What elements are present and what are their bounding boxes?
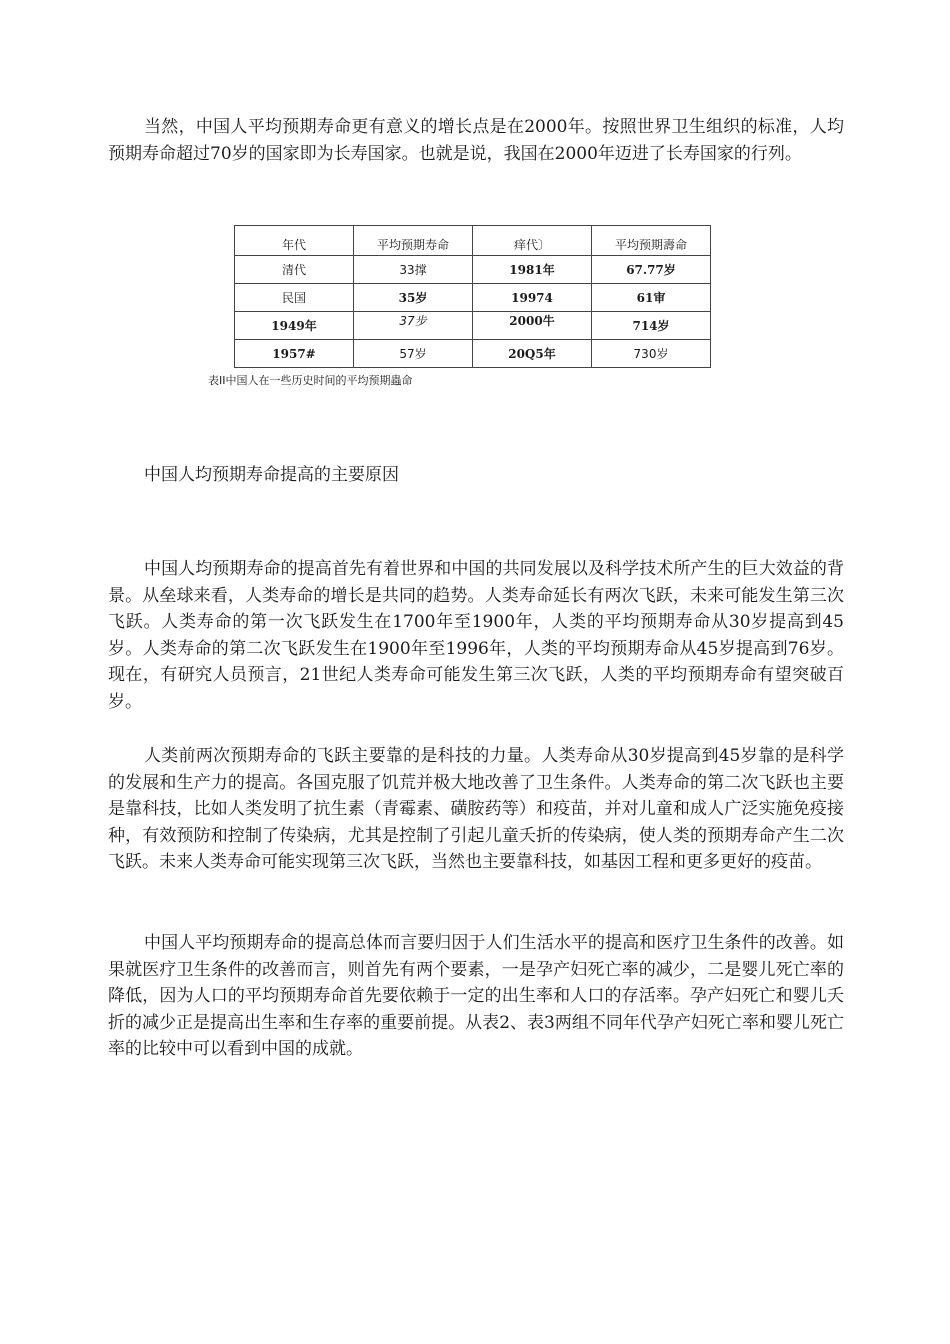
table-row bbox=[235, 256, 711, 284]
table-cell: 37步 bbox=[354, 312, 473, 340]
table-cell: 33撑 bbox=[354, 256, 473, 284]
table-row bbox=[235, 340, 711, 368]
paragraph-technology: 人类前两次预期寿命的飞跃主要靠的是科技的力量。人类寿命从30岁提高到45岁靠的是科学的发展和生产力的提高。各国克服了饥荒并极大地改善了卫生条件。人类寿命的第二次飞跃也主要是靠科技，比如人类发明了抗生素（青霉素、磺胺药等）和疫苗，并对儿童和成人广泛实施免疫接种，有效预防和控制了传染病，尤其是控制了引起儿童夭折的传染病，使人类的预期寿命产生二次飞跃。未来人类寿命可能实现第三次飞跃，当然也主要靠科技，如基因工程和更多更好的疫苗。 bbox=[108, 746, 844, 872]
section-heading: 中国人均预期寿命提高的主要原因 bbox=[144, 465, 399, 485]
table-cell: 民国 bbox=[235, 284, 354, 312]
paragraph-healthcare: 中国人平均预期寿命的提高总体而言要归因于人们生活水平的提高和医疗卫生条件的改善。如果就医疗卫生条件的改善而言，则首先有两个要素，一是孕产妇死亡率的减少，二是婴儿死亡率的降低，因为人口的平均预期寿命首先要依赖于一定的出生率和人口的存活率。孕产妇死亡和婴儿夭折的减少正是提高出生率和生存率的重要前提。从表2、表3两组不同年代孕产妇死亡率和婴儿死亡率的比较中可以看到中国的成就。 bbox=[108, 933, 844, 1059]
table-cell: 清代 bbox=[235, 256, 354, 284]
table-header-cell: 年代 bbox=[235, 226, 354, 256]
table-cell: 2000牛 bbox=[473, 312, 592, 340]
table-header-row bbox=[235, 226, 711, 256]
paragraph-intro: 当然，中国人平均预期寿命更有意义的增长点是在2000年。按照世界卫生组织的标准，人均预期寿命超过70岁的国家即为长寿国家。也就是说，我国在2000年迈进了长寿国家的行列。 bbox=[108, 117, 844, 164]
table-header-cell: 平均预期壽命 bbox=[592, 226, 711, 256]
table-cell: 714岁 bbox=[592, 312, 711, 340]
table-cell: 19974 bbox=[473, 284, 592, 312]
table-cell: 57岁 bbox=[354, 340, 473, 368]
paragraph-background: 中国人均预期寿命的提高首先有着世界和中国的共同发展以及科学技术所产生的巨大效益的背景。从垒球来看，人类寿命的增长是共同的趋势。人类寿命延长有两次飞跃，未来可能发生第三次飞跃。人类寿命的第一次飞跃发生在1700年至1900年，人类的平均预期寿命从30岁提高到45岁。人类寿命的第二次飞跃发生在1900年至1996年，人类的平均预期寿命从45岁提高到76岁。现在，有研究人员预言，21世纪人类寿命可能发生第三次飞跃，人类的平均预期寿命有望突破百岁。 bbox=[108, 559, 844, 712]
table-row bbox=[235, 284, 711, 312]
table-header-cell: 平均预期寿命 bbox=[354, 226, 473, 256]
table-cell: 1949年 bbox=[235, 312, 354, 340]
table-row bbox=[235, 312, 711, 340]
table-cell: 1957# bbox=[235, 340, 354, 368]
table-header-cell: 痒代〕 bbox=[473, 226, 592, 256]
table-cell: 61审 bbox=[592, 284, 711, 312]
life-expectancy-table bbox=[234, 225, 711, 368]
table-caption: 表II中国人在一些历史时间的平均预期蟲命 bbox=[208, 374, 413, 387]
table-cell: 35岁 bbox=[354, 284, 473, 312]
table-cell: 20Q5年 bbox=[473, 340, 592, 368]
table-cell: 67.77岁 bbox=[592, 256, 711, 284]
table-cell: 730岁 bbox=[592, 340, 711, 368]
table-cell: 1981年 bbox=[473, 256, 592, 284]
